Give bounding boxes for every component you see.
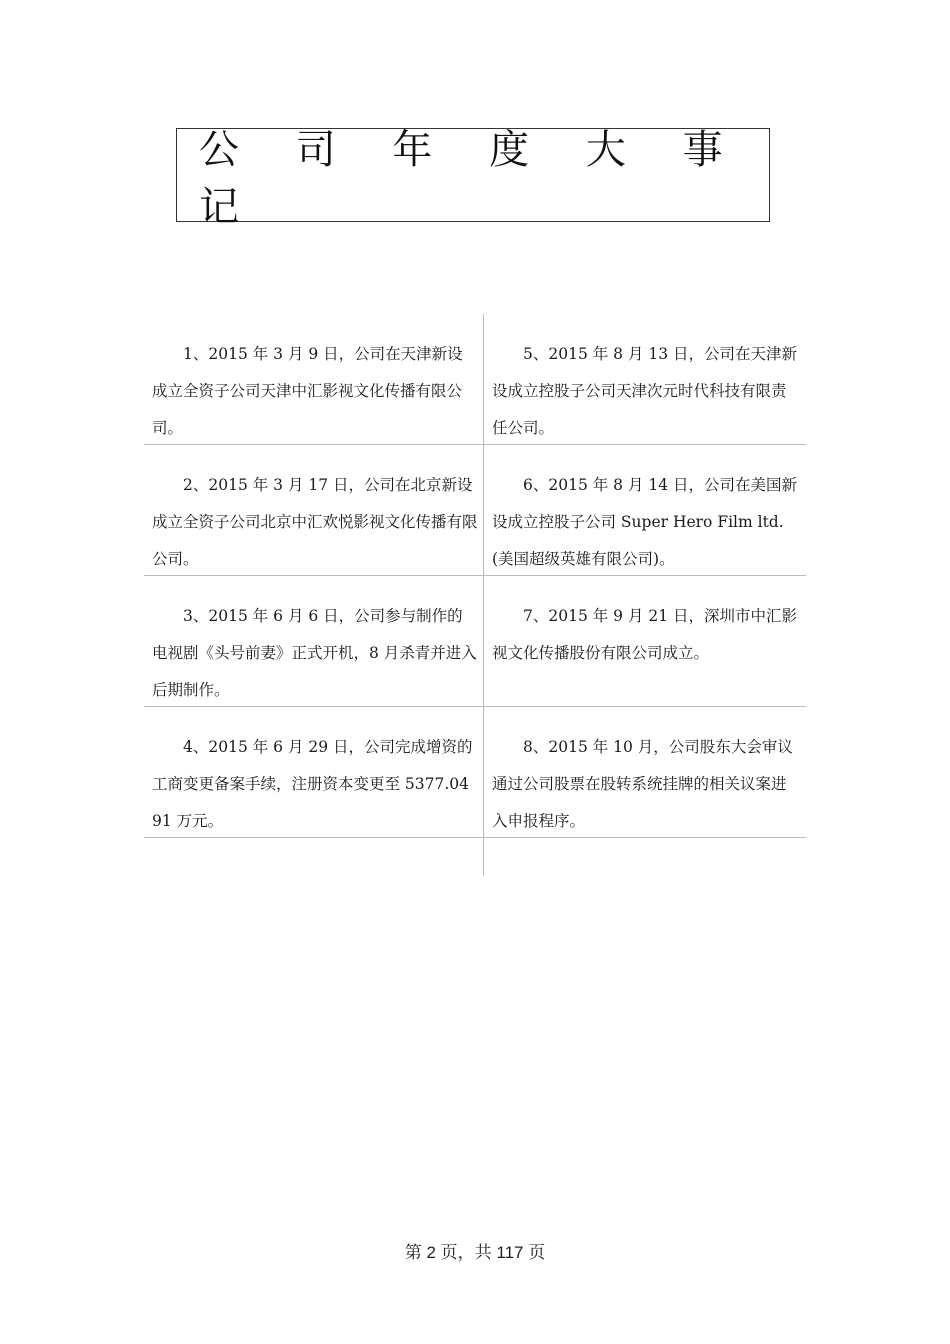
event-item-5: 5、2015 年 8 月 13 日，公司在天津新设成立控股子公司天津次元时代科技有限责任公司。 — [492, 345, 798, 437]
table-row — [144, 707, 806, 838]
event-item-3: 3、2015 年 6 月 6 日，公司参与制作的电视剧《头号前妻》正式开机，8 月杀青并进入后期制作。 — [152, 607, 477, 699]
table-row — [144, 576, 806, 707]
page-title: 公 司 年 度 大 事 记 — [199, 127, 745, 230]
table-row — [144, 314, 806, 445]
event-item-4: 4、2015 年 6 月 29 日，公司完成增资的工商变更备案手续，注册资本变更至 5377.0491 万元。 — [152, 738, 473, 830]
event-item-8: 8、2015 年 10 月，公司股东大会审议通过公司股票在股转系统挂牌的相关议案进入申报程序。 — [492, 738, 793, 830]
table-row — [144, 445, 806, 576]
event-item-1: 1、2015 年 3 月 9 日，公司在天津新设成立全资子公司天津中汇影视文化传播有限公司。 — [152, 345, 463, 437]
title-box — [176, 127, 770, 230]
page-footer: 第 2 页，共 117 页 — [404, 1243, 546, 1262]
events-table — [144, 314, 806, 876]
event-item-6: 6、2015 年 8 月 14 日，公司在美国新设成立控股子公司 Super Hero Film ltd.(美国超级英雄有限公司)。 — [492, 476, 798, 568]
event-item-7: 7、2015 年 9 月 21 日，深圳市中汇影视文化传播股份有限公司成立。 — [492, 607, 798, 662]
event-item-2: 2、2015 年 3 月 17 日，公司在北京新设成立全资子公司北京中汇欢悦影视文化传播有限公司。 — [152, 476, 478, 568]
